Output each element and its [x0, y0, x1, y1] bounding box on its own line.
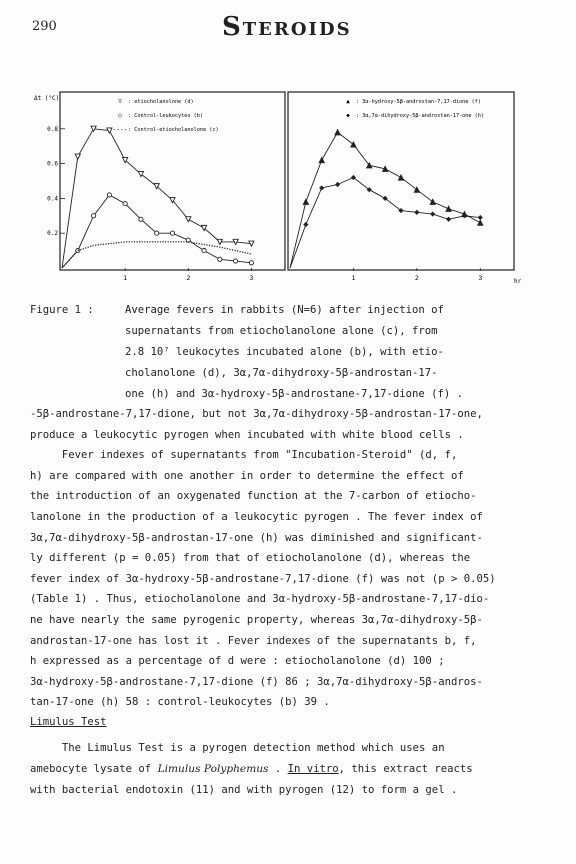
data-point — [170, 231, 174, 235]
in-vitro-term: In vitro — [287, 763, 339, 775]
series-line — [290, 178, 480, 268]
data-point — [478, 215, 483, 220]
legend-label: : 3α-hydroxy-5β-androstan-7,17-dione (f) — [356, 99, 481, 105]
x-tick-label: 1 — [123, 274, 128, 282]
body-line: The Limulus Test is a pyrogen detection method which uses an — [30, 742, 445, 754]
x-tick-label: 3 — [478, 274, 483, 282]
body-line: 3α,7α-dihydroxy-5β-androstan-17-one (h) was diminished and significant- — [30, 531, 483, 544]
right-panel — [290, 98, 484, 282]
legend-marker: ---- — [112, 126, 128, 133]
left-panel — [47, 98, 254, 282]
body-line: Fever indexes of supernatants from "Incubation-Steroid" (d, f, — [30, 449, 458, 462]
data-point — [335, 130, 340, 135]
body-line: h expressed as a percentage of d were : etiocholanolone (d) 100 ; — [30, 655, 445, 668]
legend-marker: ▲ — [346, 98, 350, 105]
y-axis-label — [34, 95, 59, 102]
y-tick-label: 0.2 — [47, 230, 58, 238]
data-point — [303, 199, 308, 204]
data-point — [155, 231, 159, 235]
data-point — [446, 217, 451, 222]
figure-caption — [30, 300, 550, 405]
legend-label: : 3α,7α-dihydroxy-5β-androstan-17-one (h) — [356, 113, 485, 119]
body-line: fever index of 3α-hydroxy-5β-androstane-7,17-dione (f) was not (p > 0.05) — [30, 572, 496, 585]
data-point — [462, 213, 467, 218]
data-point — [303, 222, 308, 227]
body-line: -5β-androstane-7,17-dione, but not 3α,7α-dihydroxy-5β-androstan-17-one, — [30, 408, 483, 420]
data-point — [319, 185, 324, 190]
data-point — [446, 206, 451, 211]
page-number: 290 — [32, 19, 57, 34]
data-point — [75, 154, 80, 159]
x-unit-label: hr — [514, 278, 522, 285]
text-span: amebocyte lysate of — [30, 763, 158, 775]
data-point — [91, 214, 95, 218]
data-point — [319, 158, 324, 163]
body-line: produce a leukocytic pyrogen when incubated with white blood cells . — [30, 428, 464, 441]
body-line: h) are compared with one another in order to determine the effect of — [30, 469, 464, 482]
journal-title — [222, 12, 352, 42]
data-point — [139, 217, 143, 221]
data-point — [234, 259, 238, 263]
series-line — [62, 129, 251, 268]
x-tick-label: 1 — [351, 274, 356, 282]
legend-label: : Control-etiocholanolone (c) — [128, 127, 219, 133]
data-point — [218, 257, 222, 261]
x-tick-label: 2 — [414, 274, 419, 282]
data-point — [414, 210, 419, 215]
body-line: 3α-hydroxy-5β-androstane-7,17-dione (f) 86 ; 3α,7α-dihydroxy-5β-andros- — [30, 675, 483, 688]
y-tick-label: 0.6 — [47, 160, 58, 168]
data-point — [107, 193, 111, 197]
body-paragraphs — [30, 404, 550, 713]
journal-initial: S — [222, 12, 243, 42]
body-line: the introduction of an oxygenated function at the 7-carbon of etiocho- — [30, 490, 477, 503]
caption-line: one (h) and 3α-hydroxy-5β-androstane-7,17-dione (f) . — [125, 388, 464, 400]
body-line: androstan-17-one has lost it . Fever indexes of the supernatants b, f, — [30, 634, 477, 647]
species-name: Limulus Polyphemus — [157, 763, 269, 775]
caption-line: Average fevers in rabbits (N=6) after injection of — [125, 304, 444, 316]
figure-1 — [30, 84, 530, 289]
legend-label: : Control-leukocytes (b) — [128, 113, 203, 119]
data-point — [186, 217, 191, 222]
legend-marker: ◆ — [346, 112, 350, 119]
data-point — [335, 182, 340, 187]
section-heading: Limulus Test — [30, 716, 107, 728]
caption-label: Figure 1 : — [30, 304, 94, 316]
x-tick-label: 3 — [249, 274, 254, 282]
caption-line: 2.8 10⁷ leukocytes incubated alone (b), with etio- — [125, 346, 444, 358]
y-axis-label-text: Δt (°C) — [34, 95, 60, 102]
data-point — [202, 249, 206, 253]
body-line: with bacterial endotoxin (11) and with pyrogen (12) to form a gel . — [30, 784, 458, 796]
legend-marker: ○ — [118, 112, 122, 119]
legend-marker: ▽ — [118, 98, 122, 105]
data-point — [249, 261, 253, 265]
text-span: , this extract reacts — [338, 763, 473, 775]
y-tick-label: 0.8 — [47, 125, 58, 133]
data-point — [478, 220, 483, 225]
caption-line: cholanolone (d), 3α,7α-dihydroxy-5β-androstan-17- — [125, 367, 438, 379]
data-point — [398, 175, 403, 180]
body-line — [30, 759, 550, 780]
series-line — [62, 242, 251, 268]
limulus-paragraph — [30, 738, 550, 801]
journal-rest: TEROIDS — [242, 19, 352, 40]
legend-label: : etiocholanolone (d) — [128, 99, 194, 105]
body-line: (Table 1) . Thus, etiocholanolone and 3α-hydroxy-5β-androstane-7,17-dio- — [30, 593, 490, 606]
caption-line: supernatants from etiocholanolone alone (c), from — [125, 325, 438, 337]
y-tick-label: 0.4 — [47, 195, 58, 203]
body-line: ly different (p = 0.05) from that of etiocholanolone (d), whereas the — [30, 552, 471, 565]
body-line: ne have nearly the same pyrogenic property, whereas 3α,7α-dihydroxy-5β- — [30, 613, 483, 626]
text-span: . — [268, 763, 288, 775]
data-point — [123, 202, 127, 206]
data-point — [430, 211, 435, 216]
body-line: tan-17-one (h) 58 : control-leukocytes (b) 39 . — [30, 696, 330, 709]
x-tick-label: 2 — [186, 274, 191, 282]
body-line: lanolone in the production of a leukocytic pyrogen . The fever index of — [30, 510, 483, 523]
